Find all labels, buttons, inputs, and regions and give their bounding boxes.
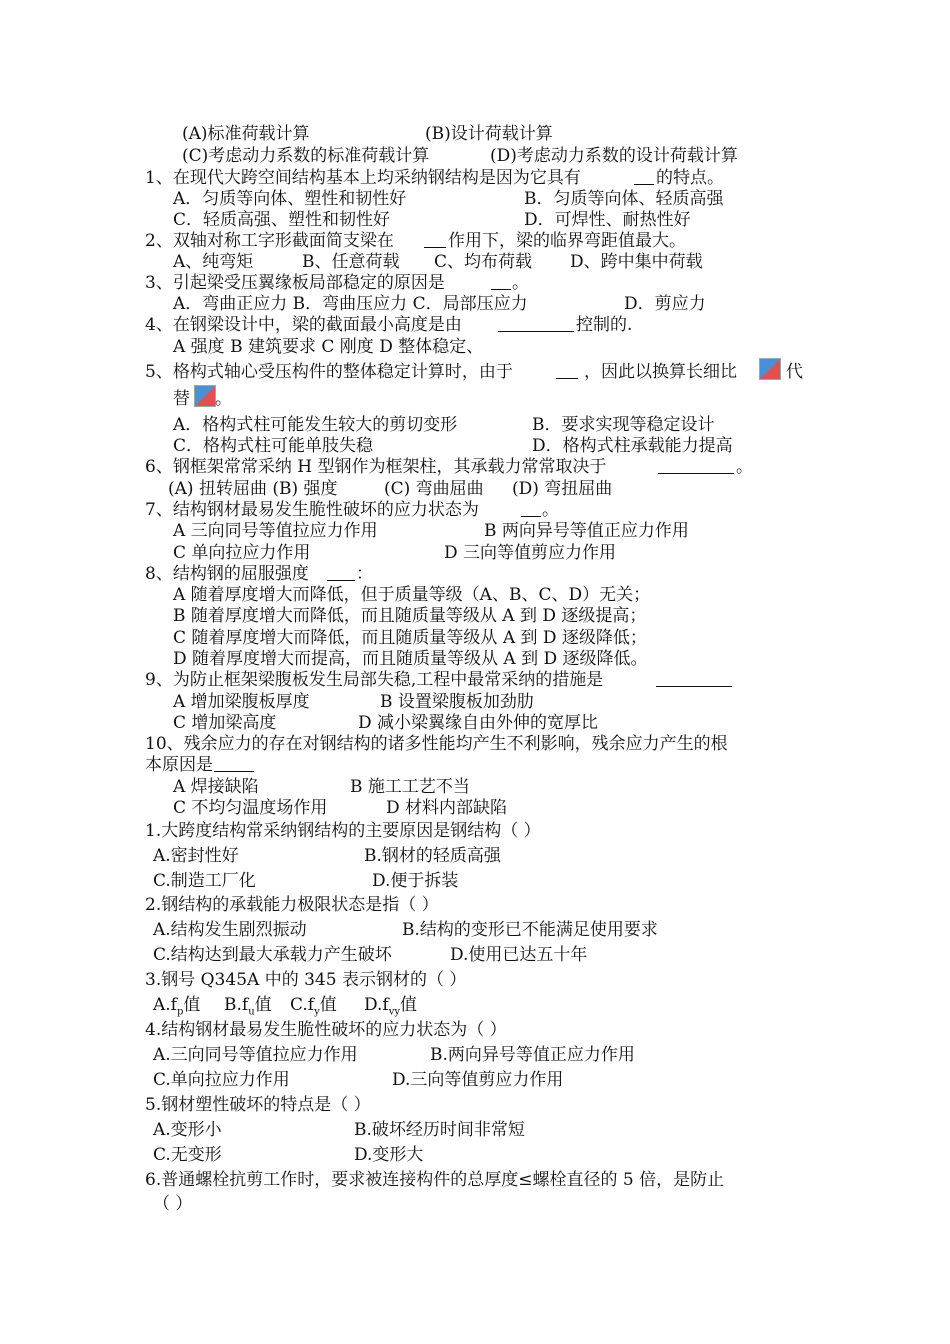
document-page: (A)标准荷载计算 (B)设计荷载计算 (C)考虑动力系数的标准荷载计算 (D)考虑动力系数的设计荷载计算 1、在现代大跨空间结构基本上均采纳钢结构是因为它具有 的特点。 A．匀质等向体、塑性和韧性好 B．匀质等向体、轻质高强 C．轻质高强、塑性和韧性好 D．可焊性、耐热性好 2、双轴对称工字形截面简支梁在 作用下，梁的临界弯距值最大。 A、纯弯矩 B、任意荷载 C、均布荷载 D、跨中集中荷载 3、引起梁受压翼缘板局部稳定的原因是 。 A．弯曲正应力 B．弯曲压应力 C．局部压应力 D．剪应力 4、在钢梁设计中，梁的截面最小高度是由 控制的. A 强度 B 建筑要求 C 刚度 D 整体稳定、 5、格构式轴心受压构件的整体稳定计算时，由于 ，因此以换算长细比 代 替 。 A．格构式柱可能发生较大的剪切变形 B．要求实现等稳定设计 C．格构式柱可能单肢失稳 D．格构式柱承载能力提高 6、钢框架常常采纳 H 型钢作为框架柱，其承载力常常取决于 。 (A) 扭转屈曲 (B) 强度 (C) 弯曲屈曲 (D) 弯扭屈曲 7、结构钢材最易发生脆性破坏的应力状态为 。 A 三向同号等值拉应力作用 B 两向异号等值正应力作用 C 单向拉应力作用 D 三向等值剪应力作用 8、结构钢的屈服强度 ： A 随着厚度增大而降低，但于质量等级（A、B、C、D）无关； B 随着厚度增大而降低，而且随质量等级从 A 到 D 逐级提高； C 随着厚度增大而降低，而且随质量等级从 A 到 D 逐级降低； D 随着厚度增大而提高，而且随质量等级从 A 到 D 逐级降低。 9、为防止框架梁腹板发生局部失稳,工程中最常采纳的措施是 A 增加梁腹板厚度 B 设置梁腹板加劲肋 C 增加梁高度 D 减小梁翼缘自由外伸的宽厚比 10、残余应力的存在对钢结构的诸多性能均产生不利影响，残余应力产生的根 本原因是 A 焊接缺陷 B 施工工艺不当 C 不均匀温度场作用 D 材料内部缺陷 1.大跨度结构常采纳钢结构的主要原因是钢结构（ ） A.密封性好 B.钢材的轻质高强 C.制造工厂化 D.便于拆装 2.钢结构的承载能力极限状态是指（ ） A.结构发生剧烈振动 B.结构的变形已不能满足使用要求 C.结构达到最大承载力产生破坏 D.使用已达五十年 3.钢号 Q345A 中的 345 表示钢材的（ ） $A.f_p$值 $B.f_u$值 $C.f_y$值 $D.f_{vy}$值 4.结构钢材最易发生脆性破坏的应力状态为（ ） A.三向同号等值拉应力作用 B.两向异号等值正应力作用 C.单向拉应力作用 D.三向等值剪应力作用 5.钢材塑性破坏的特点是（ ） A.变形小 B.破坏经历时间非常短 C.无变形 D.变形大 6.普通螺栓抗剪工作时，要求被连接构件的总厚度≤螺栓直径的 5 倍，是防止 （ ） xyxy=(145,124,803,1214)
answer-blank xyxy=(491,273,511,290)
answer-blank xyxy=(498,315,574,332)
broken-image-icon xyxy=(759,358,781,380)
answer-blank xyxy=(521,500,541,517)
answer-blank xyxy=(327,564,355,581)
answer-blank xyxy=(214,755,254,772)
answer-blank xyxy=(556,362,578,379)
answer-blank xyxy=(424,231,446,248)
option-fp: $A.f_p$值 xyxy=(153,995,201,1018)
answer-blank xyxy=(656,670,732,687)
option-fu: $B.f_u$值 xyxy=(224,995,272,1018)
answer-blank xyxy=(634,168,654,185)
option-fy: $C.f_y$值 xyxy=(290,995,337,1018)
broken-image-icon xyxy=(194,385,216,407)
option-fvy: $D.f_{vy}$值 xyxy=(364,995,418,1018)
answer-blank xyxy=(658,457,734,474)
